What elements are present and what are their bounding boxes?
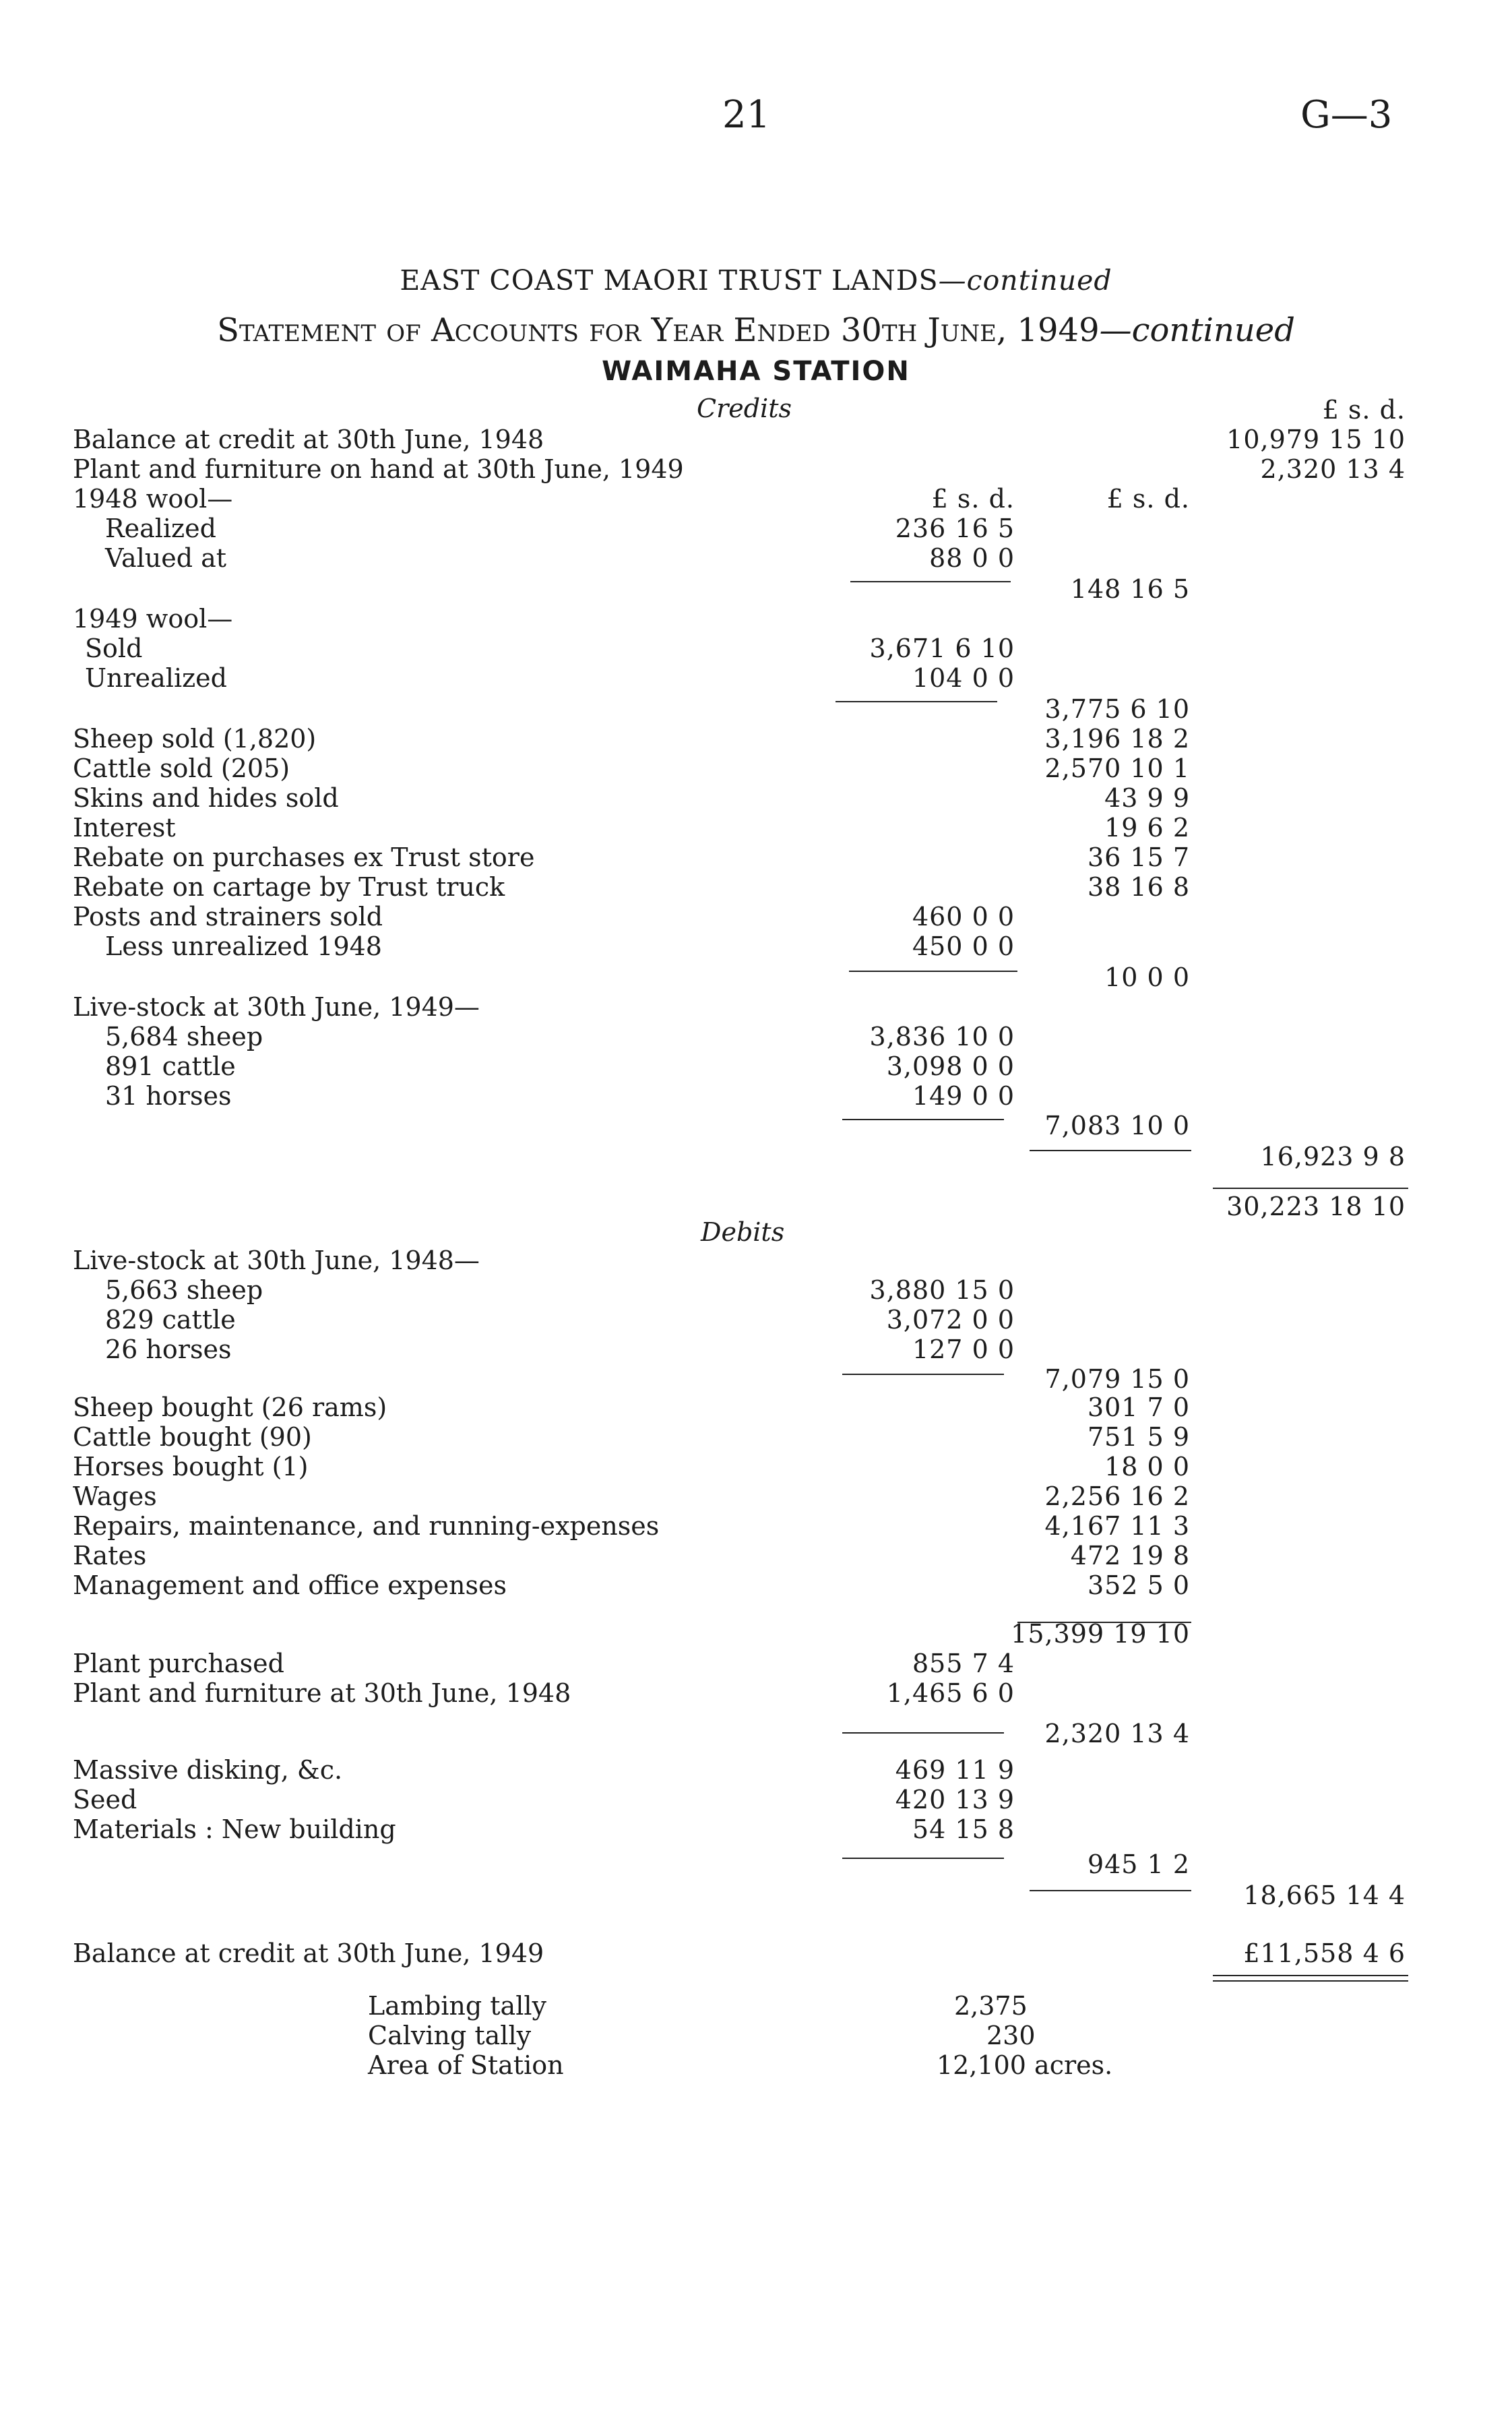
amount-col1: 3,836 10 0 <box>869 1022 1015 1051</box>
row-label: Unrealized <box>85 663 227 693</box>
amount-col2: 148 16 5 <box>1070 574 1190 604</box>
row-disking <box>0 1755 1512 1785</box>
title-statement <box>0 311 1512 349</box>
row-label: Sheep bought (26 rams) <box>73 1393 387 1422</box>
row-balance-1948 <box>0 425 1512 454</box>
amount-col3: 18,665 14 4 <box>1243 1881 1406 1910</box>
amount-col1: 104 0 0 <box>912 663 1015 693</box>
row-label: 1949 wool— <box>73 604 233 634</box>
row-expenses-subtotal <box>0 1619 1512 1649</box>
credits-col3-header: £ s. d. <box>1322 395 1406 425</box>
row-livestock-cattle <box>0 1305 1512 1335</box>
row-wool-1948 <box>0 484 1512 514</box>
row-credit-item <box>0 754 1512 783</box>
row-label: Skins and hides sold <box>73 783 339 813</box>
rule <box>1213 1975 1408 1976</box>
row-livestock-1948 <box>0 1246 1512 1275</box>
row-label: Sold <box>85 634 143 663</box>
row-label: Balance at credit at 30th June, 1948 <box>73 425 544 454</box>
amount-col2: 7,083 10 0 <box>1044 1111 1190 1140</box>
row-label: Valued at <box>105 543 227 573</box>
row-label: 829 cattle <box>105 1305 236 1335</box>
row-wool-unrealized <box>0 663 1512 693</box>
stat-label: Calving tally <box>368 2021 532 2050</box>
title-statement-suffix: —continued <box>1099 311 1295 349</box>
row-development-total <box>0 1850 1512 1879</box>
amount-col1: 149 0 0 <box>912 1081 1015 1111</box>
amount-col2: 36 15 7 <box>1087 843 1190 872</box>
amount-col2: 3,775 6 10 <box>1044 694 1190 724</box>
row-label: Horses bought (1) <box>73 1452 309 1481</box>
row-label: Rebate on purchases ex Trust store <box>73 843 535 872</box>
stat-label: Lambing tally <box>368 1991 546 2021</box>
row-wool-sold <box>0 634 1512 663</box>
row-wool-1948-total <box>0 574 1512 604</box>
amount-col2: 2,320 13 4 <box>1044 1719 1190 1748</box>
row-livestock-1949 <box>0 992 1512 1022</box>
row-label: 891 cattle <box>105 1051 236 1081</box>
row-label: Plant and furniture on hand at 30th June, 1949 <box>73 454 684 484</box>
row-debit-item <box>0 1511 1512 1541</box>
row-livestock-sheep <box>0 1275 1512 1305</box>
rule <box>1213 1980 1408 1982</box>
amount-col3: 16,923 9 8 <box>1260 1142 1406 1171</box>
stat-value: 230 <box>986 2021 1036 2050</box>
amount-col3: 10,979 15 10 <box>1226 425 1406 454</box>
debits-heading: Debits <box>701 1217 785 1247</box>
row-label: Live-stock at 30th June, 1948— <box>73 1246 480 1275</box>
row-credit-item <box>0 783 1512 813</box>
row-livestock-sheep <box>0 1022 1512 1051</box>
page-number: 21 <box>722 93 771 137</box>
amount-col2: 18 0 0 <box>1104 1452 1190 1481</box>
amount-col2: 2,256 16 2 <box>1044 1481 1190 1511</box>
row-label: Rebate on cartage by Trust truck <box>73 872 505 902</box>
amount-col2: 19 6 2 <box>1104 813 1190 843</box>
row-label: Seed <box>73 1785 137 1814</box>
stat-label: Area of Station <box>368 2050 564 2080</box>
row-balance-1949 <box>0 1938 1512 1968</box>
title-trust-lands-suffix: —continued <box>938 264 1112 297</box>
amount-col1: 54 15 8 <box>912 1814 1015 1844</box>
amount-col1: 3,098 0 0 <box>886 1051 1015 1081</box>
amount-col2: 352 5 0 <box>1087 1570 1190 1600</box>
amount-col2: 7,079 15 0 <box>1044 1364 1190 1394</box>
amount-col2: 15,399 19 10 <box>1011 1619 1190 1649</box>
row-label: Plant purchased <box>73 1649 284 1678</box>
row-label: 1948 wool— <box>73 484 233 514</box>
row-materials <box>0 1814 1512 1844</box>
amount-col3: £11,558 4 6 <box>1243 1938 1406 1968</box>
title-trust-lands <box>0 264 1512 297</box>
row-label: Less unrealized 1948 <box>105 931 382 961</box>
credits-col3-header-row <box>0 395 1512 425</box>
row-livestock-horses <box>0 1081 1512 1111</box>
row-label: Cattle bought (90) <box>73 1422 312 1452</box>
row-posts-total <box>0 962 1512 992</box>
row-label: Management and office expenses <box>73 1570 507 1600</box>
stat-value: 12,100 acres. <box>937 2050 1113 2080</box>
amount-col1: 3,671 6 10 <box>869 634 1015 663</box>
row-debit-item <box>0 1481 1512 1511</box>
row-label: Plant and furniture at 30th June, 1948 <box>73 1678 571 1708</box>
amount-col1: 1,465 6 0 <box>886 1678 1015 1708</box>
row-label: Realized <box>105 514 216 543</box>
amount-col2: 2,570 10 1 <box>1044 754 1190 783</box>
amount-col3: 30,223 18 10 <box>1226 1192 1406 1221</box>
row-label: 5,663 sheep <box>105 1275 263 1305</box>
row-seed <box>0 1785 1512 1814</box>
col1-header: £ s. d. <box>931 484 1015 514</box>
row-label: Cattle sold (205) <box>73 754 290 783</box>
row-livestock-1949-total <box>0 1111 1512 1140</box>
row-livestock-cattle <box>0 1051 1512 1081</box>
row-debit-item <box>0 1393 1512 1422</box>
amount-col1: 450 0 0 <box>912 931 1015 961</box>
row-credit-item <box>0 843 1512 872</box>
row-label: Live-stock at 30th June, 1949— <box>73 992 480 1022</box>
row-credit-item <box>0 724 1512 754</box>
row-posts-sold <box>0 902 1512 931</box>
row-debit-item <box>0 1570 1512 1600</box>
title-trust-lands-text: EAST COAST MAORI TRUST LANDS <box>400 264 939 297</box>
row-credit-item <box>0 872 1512 902</box>
amount-col3: 2,320 13 4 <box>1260 454 1406 484</box>
row-label: Materials : New building <box>73 1814 396 1844</box>
page-reference: G—3 <box>1300 93 1393 137</box>
amount-col1: 236 16 5 <box>895 514 1015 543</box>
title-statement-text: Statement of Accounts for Year Ended 30th June, 1949 <box>217 311 1100 349</box>
row-label: Sheep sold (1,820) <box>73 724 317 754</box>
title-station: WAIMAHA STATION <box>602 356 910 387</box>
amount-col1: 420 13 9 <box>895 1785 1015 1814</box>
row-label: 31 horses <box>105 1081 232 1111</box>
row-wool-realized <box>0 514 1512 543</box>
amount-col2: 43 9 9 <box>1104 783 1190 813</box>
stat-value: 2,375 <box>954 1991 1028 2021</box>
row-label: Wages <box>73 1481 157 1511</box>
amount-col2: 945 1 2 <box>1087 1850 1190 1879</box>
row-livestock-horses <box>0 1335 1512 1364</box>
amount-col1: 3,072 0 0 <box>886 1305 1015 1335</box>
row-wool-1949-total <box>0 694 1512 724</box>
row-plant-purchased <box>0 1649 1512 1678</box>
row-label: Interest <box>73 813 176 843</box>
amount-col2: 38 16 8 <box>1087 872 1190 902</box>
row-debit-item <box>0 1541 1512 1570</box>
amount-col1: 127 0 0 <box>912 1335 1015 1364</box>
row-label: Repairs, maintenance, and running-expenses <box>73 1511 660 1541</box>
amount-col1: 88 0 0 <box>929 543 1015 573</box>
row-plant-1948 <box>0 1678 1512 1708</box>
row-label: Massive disking, &c. <box>73 1755 343 1785</box>
col2-header: £ s. d. <box>1106 484 1190 514</box>
row-wool-1949 <box>0 604 1512 634</box>
amount-col1: 469 11 9 <box>895 1755 1015 1785</box>
row-credit-item <box>0 813 1512 843</box>
row-debit-item <box>0 1452 1512 1481</box>
row-debit-item <box>0 1422 1512 1452</box>
row-posts-less <box>0 931 1512 961</box>
row-debits-total <box>0 1881 1512 1910</box>
row-label: 5,684 sheep <box>105 1022 263 1051</box>
amount-col1: 3,880 15 0 <box>869 1275 1015 1305</box>
row-credits-subtotal <box>0 1142 1512 1171</box>
amount-col1: 855 7 4 <box>912 1649 1015 1678</box>
amount-col2: 751 5 9 <box>1087 1422 1190 1452</box>
row-livestock-1948-total <box>0 1364 1512 1394</box>
row-label: Posts and strainers sold <box>73 902 383 931</box>
amount-col2: 10 0 0 <box>1104 962 1190 992</box>
amount-col2: 472 19 8 <box>1070 1541 1190 1570</box>
row-wool-valued <box>0 543 1512 573</box>
row-plant-1949 <box>0 454 1512 484</box>
row-label: Rates <box>73 1541 147 1570</box>
row-label: Balance at credit at 30th June, 1949 <box>73 1938 544 1968</box>
credits-heading: Credits <box>697 394 792 423</box>
row-plant-total <box>0 1719 1512 1748</box>
rule <box>1213 1188 1408 1189</box>
amount-col2: 301 7 0 <box>1087 1393 1190 1422</box>
amount-col2: 3,196 18 2 <box>1044 724 1190 754</box>
amount-col2: 4,167 11 3 <box>1044 1511 1190 1541</box>
row-label: 26 horses <box>105 1335 232 1364</box>
amount-col1: 460 0 0 <box>912 902 1015 931</box>
